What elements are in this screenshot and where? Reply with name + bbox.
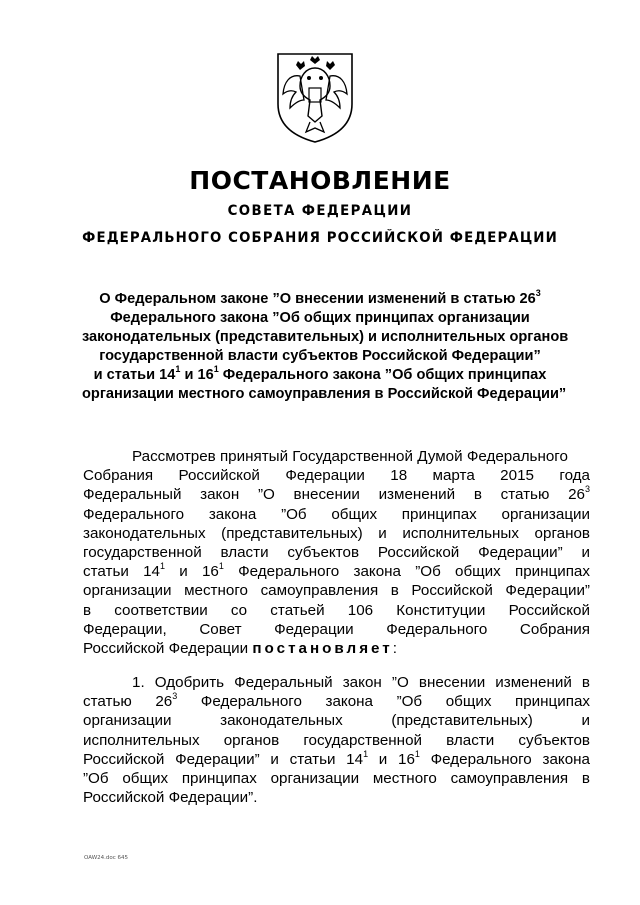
resolution-subject	[82, 288, 569, 404]
document-title: ПОСТАНОВЛЕНИЕ	[189, 166, 451, 195]
resolves-keyword: постановляет	[252, 640, 393, 658]
paragraph-text: статьи 14	[83, 563, 160, 581]
paragraph-line: в соответствии со статьей 106 Конституции Российской	[83, 601, 590, 619]
subject-text: и статьи 14	[93, 367, 176, 383]
paragraph-line: 1. Одобрить Федеральный закон ”О внесении изменений в	[132, 674, 590, 691]
superscript: 1	[159, 561, 165, 572]
paragraph-text: Российской Федерации	[83, 640, 253, 658]
preamble-paragraph	[83, 447, 590, 658]
document-subtitle-council: СОВЕТА ФЕДЕРАЦИИ	[227, 203, 413, 219]
document-code: OAW24.doc 645	[84, 855, 129, 861]
subject-text: организации местного самоуправления в Российской Федерации”	[82, 386, 567, 402]
paragraph-text: статью 26	[83, 693, 173, 711]
subject-text: законодательных (представительных) и исполнительных органов	[82, 329, 569, 345]
superscript: 1	[175, 364, 181, 375]
paragraph-line: государственной власти субъектов Российской Федерации” и	[83, 544, 590, 562]
coat-of-arms-icon	[270, 46, 360, 146]
document-subtitle-assembly: ФЕДЕРАЛЬНОГО СОБРАНИЯ РОССИЙСКОЙ ФЕДЕРАЦИИ	[82, 230, 558, 246]
paragraph-line: Собрания Российской Федерации 18 марта 2015 года	[83, 467, 590, 485]
superscript: 1	[218, 561, 224, 572]
superscript: 3	[535, 288, 541, 299]
paragraph-line: организации местного самоуправления в Российской Федерации”	[83, 582, 590, 600]
superscript: 1	[363, 748, 369, 759]
superscript: 3	[584, 484, 590, 495]
paragraph-line: исполнительных органов государственной власти субъектов	[83, 731, 590, 749]
superscript: 1	[213, 364, 219, 375]
clause-1-paragraph	[83, 673, 590, 807]
paragraph-line: законодательных (представительных) и исполнительных органов	[83, 524, 590, 542]
paragraph-line: Федерального закона ”Об общих принципах организации	[83, 505, 590, 523]
paragraph-line: Федерации, Совет Федерации Федерального Собрания	[83, 620, 590, 638]
paragraph-line: Российской Федерации”.	[83, 789, 258, 807]
subject-text: Федерального закона ”Об общих принципах организации	[110, 310, 530, 326]
paragraph-text: Российской Федерации” и статьи 14	[83, 750, 364, 768]
subject-text: и 16	[180, 367, 214, 383]
paragraph-line: ”Об общих принципах организации местного самоуправления в	[83, 770, 590, 788]
subject-text: О Федеральном законе ”О внесении изменений в статью 26	[99, 291, 536, 307]
paragraph-text: и 16	[165, 563, 219, 581]
paragraph-text: :	[392, 640, 397, 658]
paragraph-text: Федерального закона ”Об общих принципах	[223, 563, 590, 581]
paragraph-text: Федеральный закон ”О внесении изменений в статью 26	[83, 486, 585, 504]
superscript: 1	[414, 748, 420, 759]
superscript: 3	[172, 691, 178, 702]
paragraph-line: Рассмотрев принятый Государственной Думой Федерального	[132, 448, 568, 465]
paragraph-text: Федерального закона ”Об общих принципах	[177, 693, 590, 711]
paragraph-text: и 16	[368, 750, 415, 768]
subject-text: Федерального закона ”Об общих принципах	[218, 367, 547, 383]
paragraph-text: Федерального закона	[419, 750, 590, 768]
subject-text: государственной власти субъектов Российской Федерации”	[99, 348, 541, 364]
paragraph-line: организации законодательных (представительных) и	[83, 712, 590, 730]
